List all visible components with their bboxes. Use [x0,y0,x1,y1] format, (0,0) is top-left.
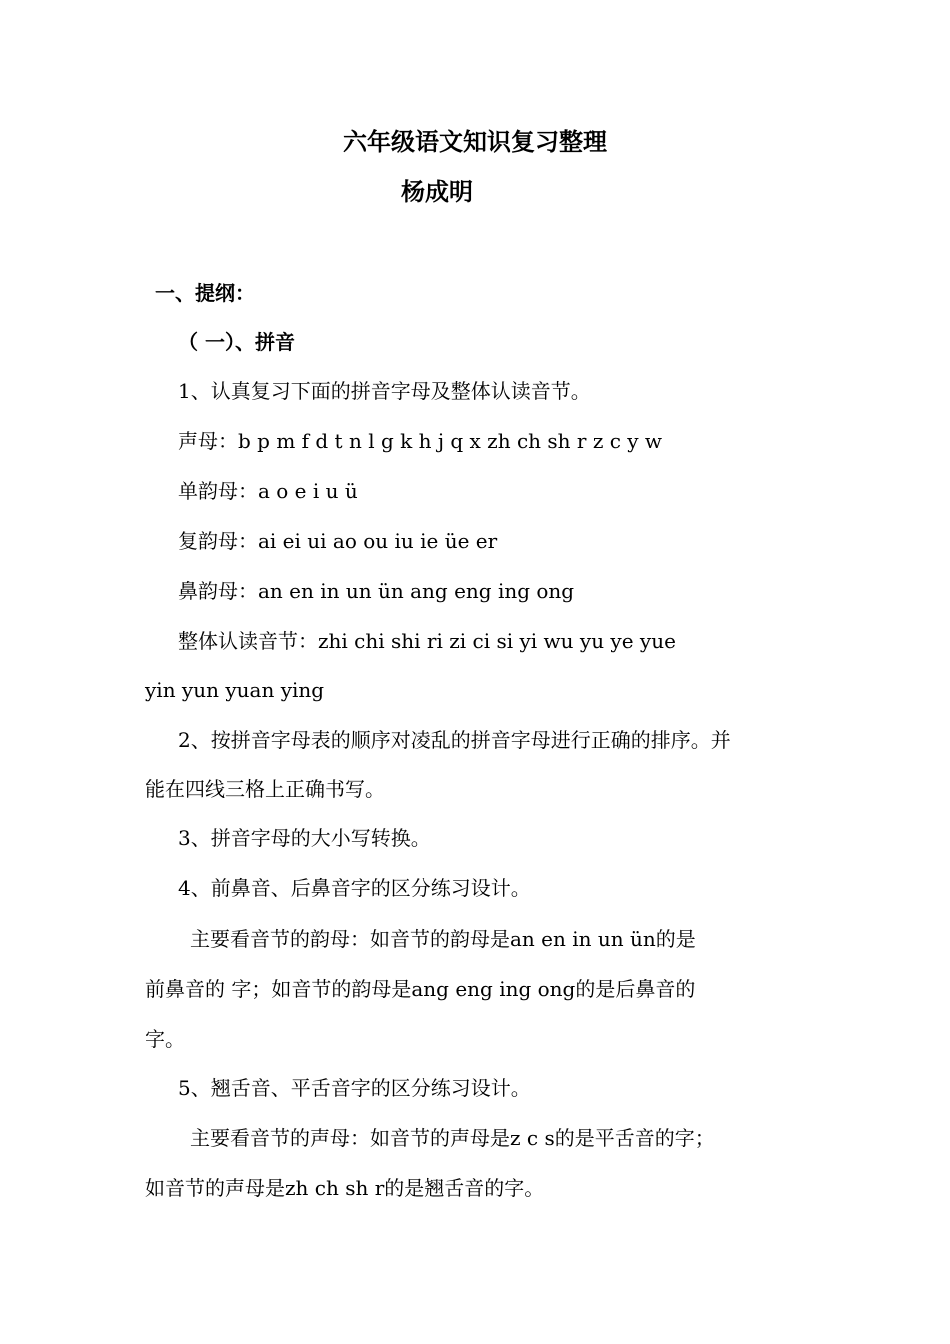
text-line: 主要看音节的韵母：如音节的韵母是an en in un ün的是 [190,927,696,951]
section-heading: 一、提纲： [155,281,255,305]
text-line: yin yun yuan ying [145,678,325,702]
document-author: 杨成明 [401,178,473,206]
document-title: 六年级语文知识复习整理 [343,128,607,156]
text-line: 字。 [145,1027,185,1051]
text-line: 主要看音节的声母：如音节的声母是z c s的是平舌音的字； [190,1126,715,1150]
text-line: 声母：b p m f d t n l g k h j q x zh ch sh r z c y w [178,429,663,453]
text-line: 1、认真复习下面的拼音字母及整体认读音节。 [178,379,591,403]
text-line: 前鼻音的 字；如音节的韵母是ang eng ing ong的是后鼻音的 [145,977,696,1001]
text-line: 3、拼音字母的大小写转换。 [178,826,431,850]
text-line: 如音节的声母是zh ch sh r的是翘舌音的字。 [145,1176,545,1200]
text-line: 2、按拼音字母表的顺序对凌乱的拼音字母进行正确的排序。并 [178,728,731,752]
text-line: 5、翘舌音、平舌音字的区分练习设计。 [178,1076,531,1100]
text-line: 4、前鼻音、后鼻音字的区分练习设计。 [178,876,531,900]
text-line: 单韵母：a o e i u ü [178,479,358,503]
subsection-heading: （ 一）、拼音 [178,330,295,354]
text-line: 复韵母：ai ei ui ao ou iu ie üe er [178,529,498,553]
text-line: 能在四线三格上正确书写。 [145,777,385,801]
text-line: 整体认读音节：zhi chi shi ri zi ci si yi wu yu ye yue [178,629,676,653]
text-line: 鼻韵母：an en in un ün ang eng ing ong [178,579,575,603]
